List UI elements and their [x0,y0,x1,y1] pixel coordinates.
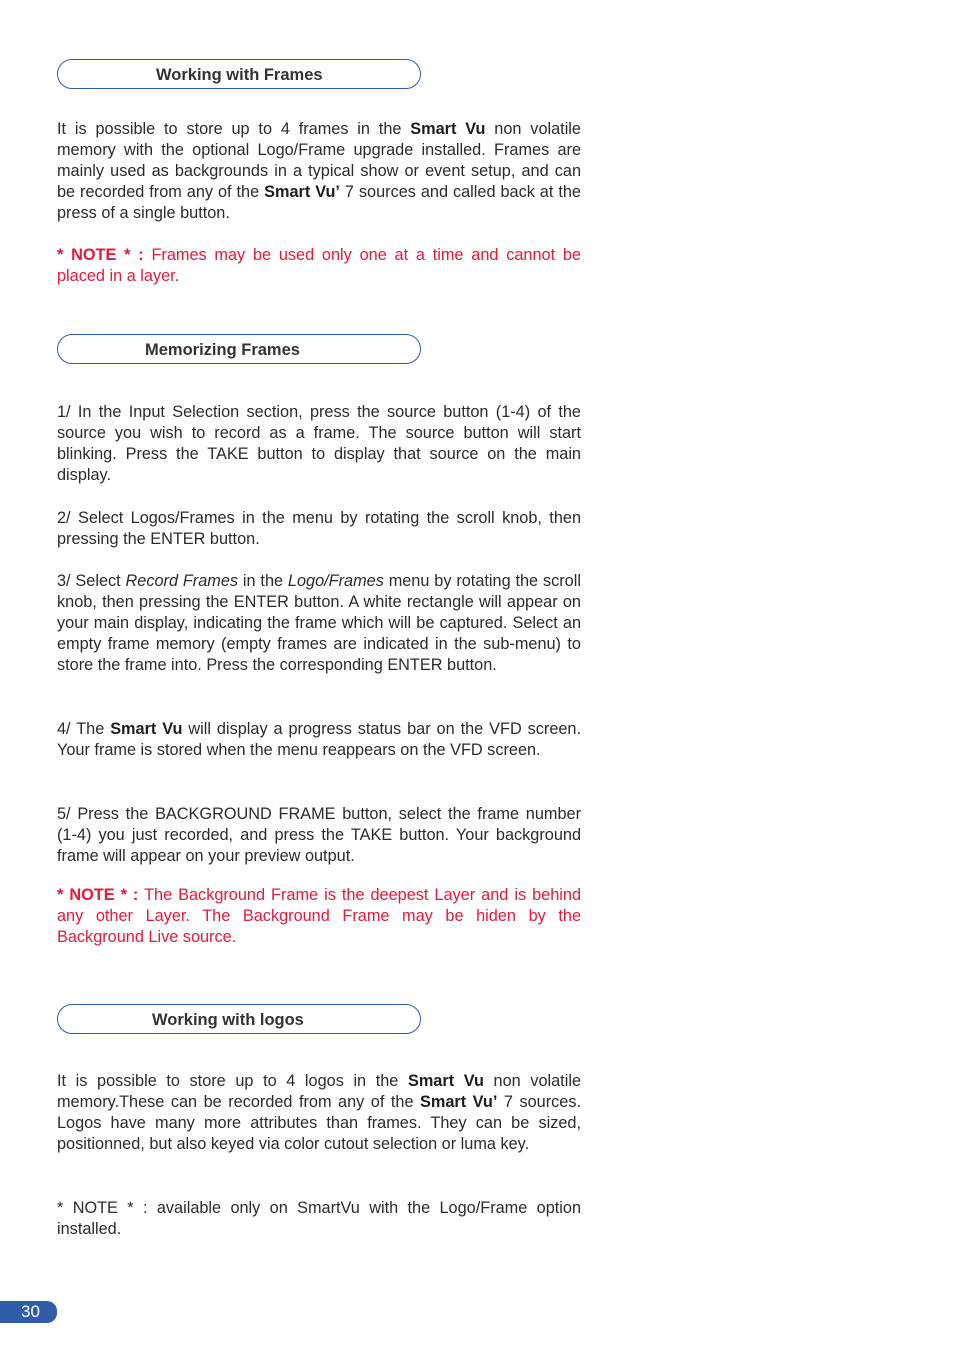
logos-text-2: non volatile memory.These can be recorded from any of the [57,1072,581,1112]
menu-logo-frames: Logo/Frames [287,572,384,590]
product-name: Smart Vu [110,720,183,738]
step-1: 1/ In the Input Selection section, press the source button (1-4) of the source you wish to record as a frame. The source button will start blinking. Press the TAKE button to display that source on the main display. [57,403,581,485]
step-4-text-1: 4/ The [57,720,111,738]
section-header-memorizing-frames [57,334,421,364]
note-text: The Background Frame is the deepest Layer and is behind any other Layer. The Background Frame may be hiden by the Background Live source. [57,886,581,947]
step-3-text-3: menu by rotating the scroll knob, then pressing the ENTER button. A white rectangle will appear on your main display, indicating the frame which will be captured. Select an empty frame memory (empty frames are indicated in the sub-menu) to store the frame into. Press the corresponding ENTER button. [57,572,581,675]
step-3-text-2: in the [238,572,288,590]
step-4 [57,719,581,761]
note-background-frame [57,885,581,948]
section-header-working-with-logos [57,1004,421,1034]
step-5: 5/ Press the BACKGROUND FRAME button, select the frame number (1-4) you just recorded, and press the TAKE button. Your background frame will appear on your preview output. [57,805,581,866]
product-name: Smart Vu’ [264,183,340,202]
page-number: 30 [21,1302,40,1321]
page-number-tab [0,1301,57,1323]
step-2: 2/ Select Logos/Frames in the menu by rotating the scroll knob, then pressing the ENTER button. [57,509,581,549]
note-frames [57,245,581,287]
note-text: Frames may be used only one at a time and cannot be placed in a layer. [57,246,581,286]
note-label: * NOTE * : [57,886,139,904]
intro-text-1: It is possible to store up to 4 frames in the [57,120,411,138]
menu-item-record-frames: Record Frames [125,572,239,590]
logos-paragraph [57,1071,581,1155]
step-3-text-1: 3/ Select [57,572,126,590]
logos-text-1: It is possible to store up to 4 logos in the [57,1072,408,1090]
section-title: Memorizing Frames [145,341,300,359]
product-name: Smart Vu’ [420,1093,498,1112]
section-title: Working with logos [152,1011,304,1029]
step-3 [57,571,581,676]
note-logo-frame-option: * NOTE * : available only on SmartVu with the Logo/Frame option installed. [57,1199,581,1239]
logos-text-3: 7 sources. Logos have many more attributes than frames. They can be sized, positionned, but also keyed via color cutout selection or luma key. [57,1093,581,1154]
section-header-working-with-frames [57,59,421,89]
intro-text-2: non volatile memory with the optional Logo/Frame upgrade installed. Frames are mainly used as backgrounds in a typical show or event setup, and can be recorded from any of the [57,120,581,202]
intro-paragraph [57,119,581,224]
section-title: Working with Frames [156,66,323,84]
product-name: Smart Vu [407,1072,484,1090]
product-name: Smart Vu [410,120,486,138]
note-label: * NOTE * : [57,246,144,264]
step-4-text-2: will display a progress status bar on the VFD screen. Your frame is stored when the menu reappears on the VFD screen. [57,720,582,760]
intro-text-3: 7 sources and called back at the press of a single button. [57,183,581,223]
